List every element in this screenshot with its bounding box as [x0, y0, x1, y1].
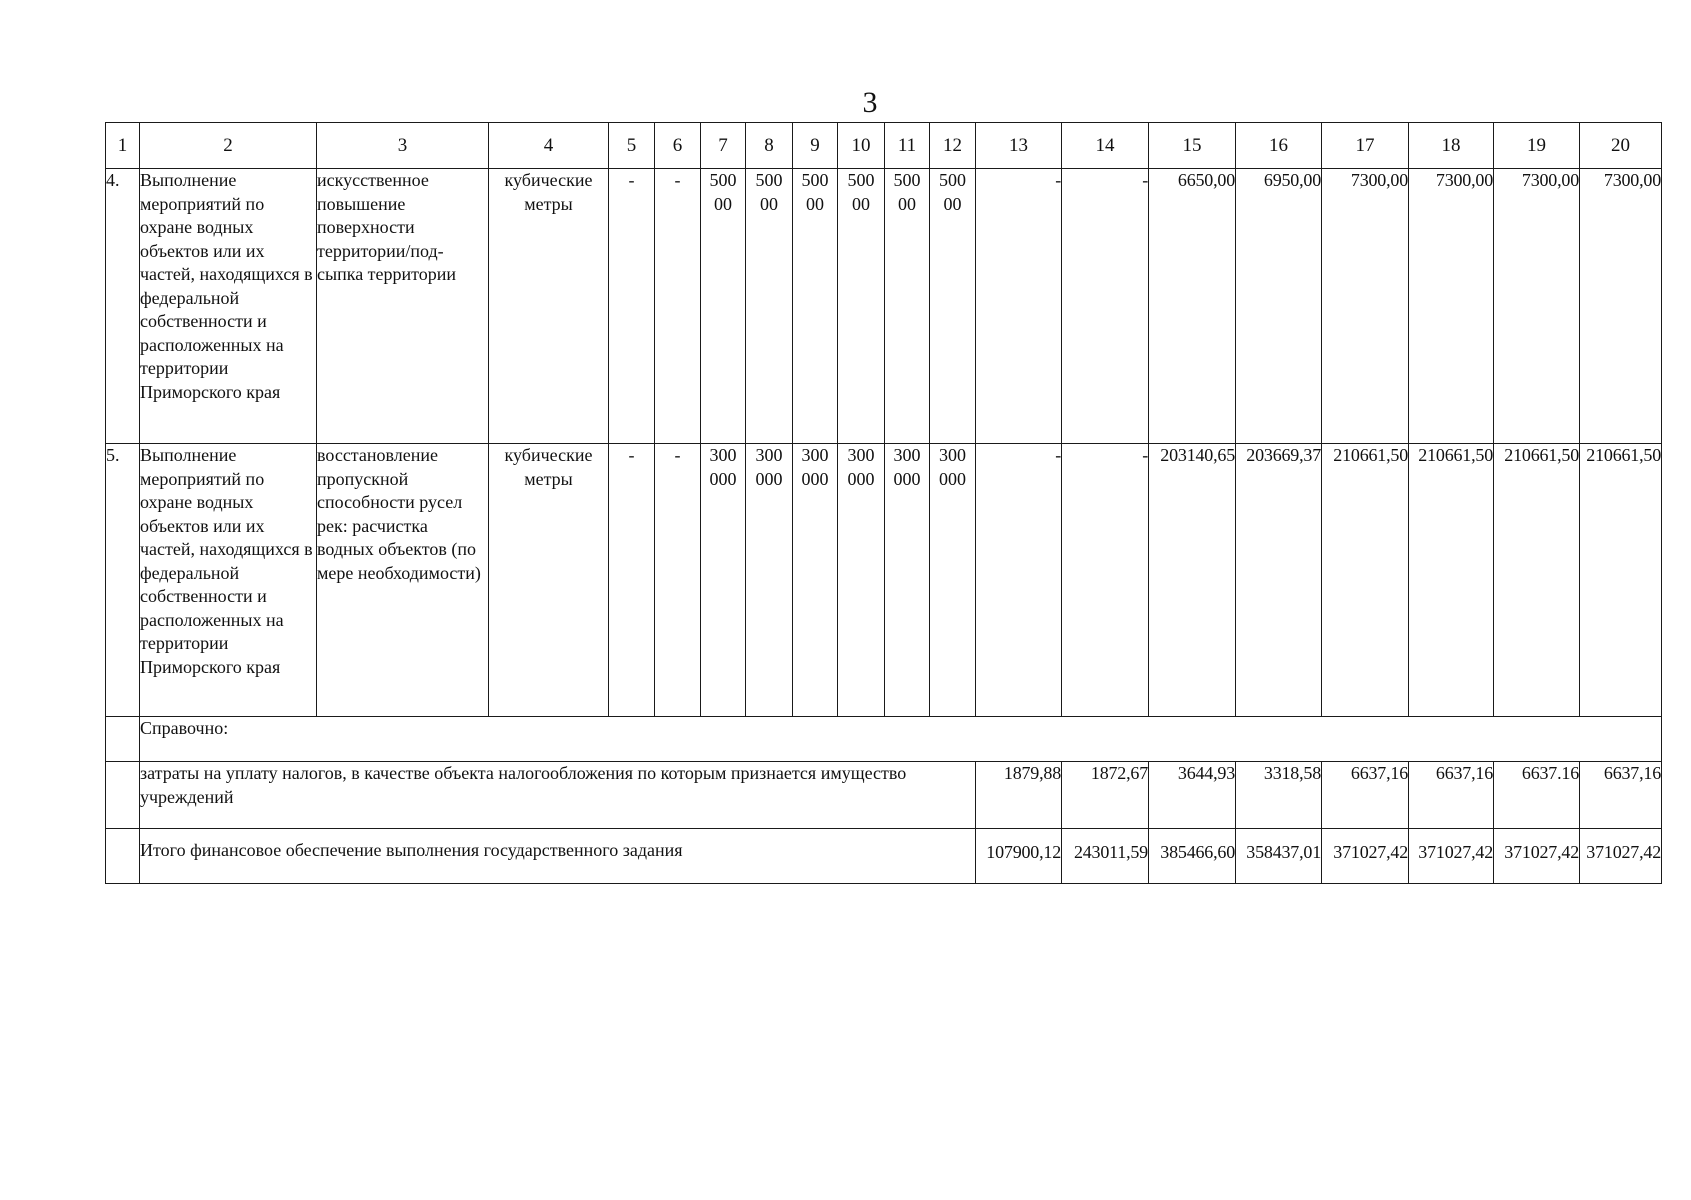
value-cell: -: [655, 169, 701, 444]
volume-cell: [793, 169, 838, 444]
column-header: 1: [106, 123, 140, 169]
column-header: 2: [140, 123, 317, 169]
value-cell: 1879,88: [976, 762, 1062, 829]
value-cell: 7300,00: [1409, 169, 1494, 444]
volume-part: 300: [709, 445, 737, 465]
value-cell: -: [655, 444, 701, 717]
empty-cell: [106, 829, 140, 884]
value-cell: 385466,60: [1149, 829, 1236, 884]
value-cell: -: [976, 169, 1062, 444]
column-header: 3: [317, 123, 489, 169]
volume-part: 000: [709, 468, 737, 489]
work-description: искусственное повышение поверхности территории/под-сыпка территории: [317, 169, 489, 444]
volume-cell: [838, 169, 885, 444]
column-header: 10: [838, 123, 885, 169]
table-row: [106, 169, 1662, 444]
column-header: 6: [655, 123, 701, 169]
value-cell: 371027,42: [1409, 829, 1494, 884]
value-cell: 1872,67: [1062, 762, 1149, 829]
value-cell: 243011,59: [1062, 829, 1149, 884]
volume-cell: [746, 169, 793, 444]
volume-cell: [701, 444, 746, 717]
column-header: 11: [885, 123, 930, 169]
volume-cell: [746, 444, 793, 717]
volume-part: 500: [939, 170, 966, 190]
volume-part: 500: [893, 170, 921, 190]
table-row: [106, 444, 1662, 717]
column-header: 5: [609, 123, 655, 169]
volume-part: 00: [898, 193, 916, 214]
column-header: 18: [1409, 123, 1494, 169]
value-cell: 6637,16: [1322, 762, 1409, 829]
unit-of-measure: кубические метры: [489, 444, 609, 717]
value-cell: 371027,42: [1322, 829, 1409, 884]
unit-of-measure: кубические метры: [489, 169, 609, 444]
tax-label: затраты на уплату налогов, в качестве объекта налогообложения по которым признается имущество учреждений: [140, 762, 976, 829]
volume-part: 000: [893, 468, 921, 489]
value-cell: 107900,12: [976, 829, 1062, 884]
volume-part: 000: [755, 468, 783, 489]
value-cell: 3318,58: [1236, 762, 1322, 829]
volume-part: 500: [755, 170, 783, 190]
activity-name: Выполнение мероприятий по охране водных объектов или их частей, находящихся в федеральной собственности и расположенных на территории Приморского края: [140, 444, 317, 717]
volume-cell: [701, 169, 746, 444]
volume-part: 00: [852, 193, 870, 214]
note-row: [106, 717, 1662, 762]
volume-part: 000: [801, 468, 829, 489]
volume-part: 300: [847, 445, 875, 465]
value-cell: 371027,42: [1580, 829, 1662, 884]
value-cell: 6637.16: [1494, 762, 1580, 829]
column-header: 19: [1494, 123, 1580, 169]
volume-part: 300: [755, 445, 783, 465]
value-cell: -: [609, 444, 655, 717]
value-cell: -: [976, 444, 1062, 717]
value-cell: 6637,16: [1580, 762, 1662, 829]
volume-part: 000: [847, 468, 875, 489]
total-row: [106, 829, 1662, 884]
value-cell: 7300,00: [1494, 169, 1580, 444]
value-cell: 371027,42: [1494, 829, 1580, 884]
value-cell: 7300,00: [1580, 169, 1662, 444]
volume-part: 500: [709, 170, 737, 190]
volume-part: 00: [760, 193, 778, 214]
volume-part: 00: [714, 193, 732, 214]
note-label: Справочно:: [140, 717, 1662, 762]
empty-cell: [106, 762, 140, 829]
volume-cell: [930, 444, 976, 717]
value-cell: 6650,00: [1149, 169, 1236, 444]
page-number: 3: [862, 86, 878, 119]
column-header: 16: [1236, 123, 1322, 169]
work-description: восстановление пропускной способности русел рек: расчистка водных объектов (по мере необходимости): [317, 444, 489, 717]
value-cell: 210661,50: [1409, 444, 1494, 717]
value-cell: 210661,50: [1322, 444, 1409, 717]
volume-part: 500: [847, 170, 875, 190]
column-number-row: [106, 123, 1662, 169]
value-cell: 7300,00: [1322, 169, 1409, 444]
volume-part: 300: [939, 445, 966, 465]
column-header: 4: [489, 123, 609, 169]
volume-part: 000: [939, 468, 966, 489]
column-header: 20: [1580, 123, 1662, 169]
volume-part: 00: [943, 193, 962, 214]
row-number: 4.: [106, 169, 140, 444]
empty-cell: [106, 717, 140, 762]
column-header: 9: [793, 123, 838, 169]
column-header: 14: [1062, 123, 1149, 169]
value-cell: 6950,00: [1236, 169, 1322, 444]
value-cell: 203140,65: [1149, 444, 1236, 717]
total-label: Итого финансовое обеспечение выполнения государственного задания: [140, 829, 976, 884]
column-header: 8: [746, 123, 793, 169]
budget-table: [105, 122, 1662, 884]
value-cell: 3644,93: [1149, 762, 1236, 829]
value-cell: 6637,16: [1409, 762, 1494, 829]
column-header: 17: [1322, 123, 1409, 169]
volume-cell: [793, 444, 838, 717]
volume-part: 00: [806, 193, 824, 214]
value-cell: 203669,37: [1236, 444, 1322, 717]
tax-row: [106, 762, 1662, 829]
volume-part: 300: [801, 445, 829, 465]
column-header: 12: [930, 123, 976, 169]
value-cell: 210661,50: [1494, 444, 1580, 717]
activity-name: Выполнение мероприятий по охране водных объектов или их частей, находящихся в федеральной собственности и расположенных на территории Приморского края: [140, 169, 317, 444]
value-cell: -: [609, 169, 655, 444]
column-header: 13: [976, 123, 1062, 169]
row-number: 5.: [106, 444, 140, 717]
volume-cell: [838, 444, 885, 717]
volume-part: 500: [801, 170, 829, 190]
volume-cell: [885, 169, 930, 444]
volume-part: 300: [893, 445, 921, 465]
value-cell: -: [1062, 444, 1149, 717]
value-cell: -: [1062, 169, 1149, 444]
value-cell: 358437,01: [1236, 829, 1322, 884]
value-cell: 210661,50: [1580, 444, 1662, 717]
column-header: 7: [701, 123, 746, 169]
volume-cell: [930, 169, 976, 444]
column-header: 15: [1149, 123, 1236, 169]
volume-cell: [885, 444, 930, 717]
